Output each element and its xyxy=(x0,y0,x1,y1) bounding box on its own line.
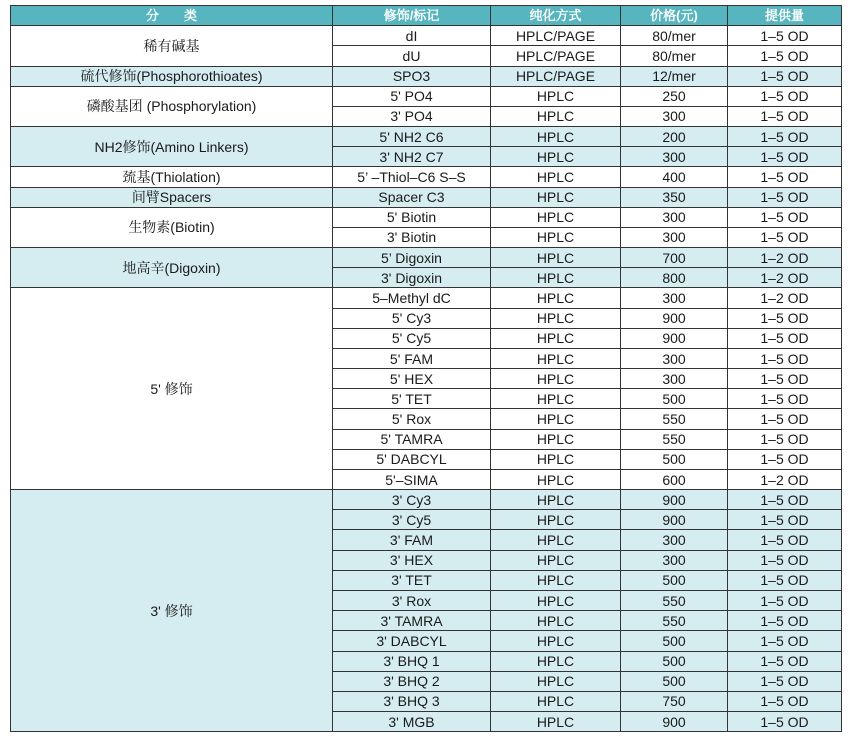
price-cell: 550 xyxy=(621,409,728,429)
amount-cell: 1–5 OD xyxy=(728,348,842,368)
purification-cell: HPLC/PAGE xyxy=(491,46,621,66)
modification-cell: 5' TAMRA xyxy=(333,429,491,449)
amount-cell: 1–5 OD xyxy=(728,631,842,651)
price-cell: 300 xyxy=(621,369,728,389)
price-cell: 300 xyxy=(621,530,728,550)
purification-cell: HPLC xyxy=(491,167,621,187)
amount-cell: 1–5 OD xyxy=(728,46,842,66)
price-cell: 900 xyxy=(621,712,728,732)
purification-cell: HPLC xyxy=(491,449,621,469)
modification-cell: 3' TAMRA xyxy=(333,611,491,631)
amount-cell: 1–2 OD xyxy=(728,288,842,308)
price-cell: 350 xyxy=(621,187,728,207)
modification-cell: 3' Cy3 xyxy=(333,490,491,510)
price-cell: 550 xyxy=(621,429,728,449)
price-cell: 500 xyxy=(621,651,728,671)
amount-cell: 1–5 OD xyxy=(728,429,842,449)
amount-cell: 1–5 OD xyxy=(728,106,842,126)
purification-cell: HPLC/PAGE xyxy=(491,26,621,46)
price-table xyxy=(10,5,842,732)
purification-cell: HPLC xyxy=(491,691,621,711)
amount-cell: 1–5 OD xyxy=(728,308,842,328)
price-cell: 300 xyxy=(621,207,728,227)
price-cell: 500 xyxy=(621,671,728,691)
category-cell: 磷酸基团 (Phosphorylation) xyxy=(11,86,333,126)
price-cell: 900 xyxy=(621,490,728,510)
amount-cell: 1–5 OD xyxy=(728,207,842,227)
table-row xyxy=(11,288,842,308)
category-cell: 巯基(Thiolation) xyxy=(11,167,333,187)
modification-cell: 3' PO4 xyxy=(333,106,491,126)
amount-cell: 1–5 OD xyxy=(728,691,842,711)
price-cell: 300 xyxy=(621,550,728,570)
table-row xyxy=(11,248,842,268)
purification-cell: HPLC xyxy=(491,248,621,268)
purification-cell: HPLC xyxy=(491,550,621,570)
modification-cell: dI xyxy=(333,26,491,46)
purification-cell: HPLC/PAGE xyxy=(491,66,621,86)
amount-cell: 1–5 OD xyxy=(728,510,842,530)
purification-cell: HPLC xyxy=(491,147,621,167)
modification-cell: 5' Cy3 xyxy=(333,308,491,328)
purification-cell: HPLC xyxy=(491,328,621,348)
modification-cell: 3' NH2 C7 xyxy=(333,147,491,167)
price-cell: 400 xyxy=(621,167,728,187)
category-cell: 硫代修饰(Phosphorothioates) xyxy=(11,66,333,86)
amount-cell: 1–5 OD xyxy=(728,86,842,106)
price-cell: 300 xyxy=(621,288,728,308)
price-cell: 500 xyxy=(621,389,728,409)
table-header-row xyxy=(11,6,842,26)
category-cell: 地高辛(Digoxin) xyxy=(11,248,333,288)
price-cell: 300 xyxy=(621,348,728,368)
purification-cell: HPLC xyxy=(491,490,621,510)
table-row xyxy=(11,26,842,46)
table-row xyxy=(11,207,842,227)
modification-cell: 5' Biotin xyxy=(333,207,491,227)
amount-cell: 1–2 OD xyxy=(728,469,842,489)
purification-cell: HPLC xyxy=(491,590,621,610)
purification-cell: HPLC xyxy=(491,187,621,207)
modification-cell: 5' FAM xyxy=(333,348,491,368)
modification-cell: 5' Cy5 xyxy=(333,328,491,348)
modification-cell: 3' HEX xyxy=(333,550,491,570)
modification-cell: 3' Cy5 xyxy=(333,510,491,530)
amount-cell: 1–5 OD xyxy=(728,369,842,389)
amount-cell: 1–5 OD xyxy=(728,590,842,610)
modification-cell: 5' DABCYL xyxy=(333,449,491,469)
modification-cell: Spacer C3 xyxy=(333,187,491,207)
purification-cell: HPLC xyxy=(491,429,621,449)
purification-cell: HPLC xyxy=(491,348,621,368)
table-row xyxy=(11,66,842,86)
amount-cell: 1–5 OD xyxy=(728,409,842,429)
price-cell: 300 xyxy=(621,147,728,167)
price-cell: 80/mer xyxy=(621,46,728,66)
category-cell: 生物素(Biotin) xyxy=(11,207,333,247)
amount-cell: 1–5 OD xyxy=(728,328,842,348)
purification-cell: HPLC xyxy=(491,469,621,489)
table-row xyxy=(11,187,842,207)
price-cell: 600 xyxy=(621,469,728,489)
price-cell: 300 xyxy=(621,227,728,247)
price-cell: 900 xyxy=(621,308,728,328)
modification-cell: 3' BHQ 3 xyxy=(333,691,491,711)
table-row xyxy=(11,490,842,510)
modification-cell: 3' BHQ 2 xyxy=(333,671,491,691)
amount-cell: 1–5 OD xyxy=(728,712,842,732)
modification-cell: 5' HEX xyxy=(333,369,491,389)
amount-cell: 1–5 OD xyxy=(728,671,842,691)
modification-cell: 5' NH2 C6 xyxy=(333,127,491,147)
header-modification: 修饰/标记 xyxy=(333,6,491,26)
purification-cell: HPLC xyxy=(491,389,621,409)
purification-cell: HPLC xyxy=(491,510,621,530)
purification-cell: HPLC xyxy=(491,127,621,147)
purification-cell: HPLC xyxy=(491,611,621,631)
purification-cell: HPLC xyxy=(491,369,621,389)
price-cell: 500 xyxy=(621,631,728,651)
category-cell: 3' 修饰 xyxy=(11,490,333,732)
purification-cell: HPLC xyxy=(491,106,621,126)
price-cell: 12/mer xyxy=(621,66,728,86)
modification-cell: 5' Rox xyxy=(333,409,491,429)
modification-cell: 3' TET xyxy=(333,570,491,590)
amount-cell: 1–5 OD xyxy=(728,611,842,631)
purification-cell: HPLC xyxy=(491,207,621,227)
amount-cell: 1–5 OD xyxy=(728,550,842,570)
modification-cell: 3' DABCYL xyxy=(333,631,491,651)
category-cell: 5' 修饰 xyxy=(11,288,333,490)
modification-cell: 3' Rox xyxy=(333,590,491,610)
table-row xyxy=(11,127,842,147)
purification-cell: HPLC xyxy=(491,227,621,247)
amount-cell: 1–5 OD xyxy=(728,389,842,409)
modification-cell: 3' Digoxin xyxy=(333,268,491,288)
modification-cell: 3' MGB xyxy=(333,712,491,732)
amount-cell: 1–5 OD xyxy=(728,227,842,247)
modification-cell: dU xyxy=(333,46,491,66)
price-cell: 500 xyxy=(621,570,728,590)
amount-cell: 1–5 OD xyxy=(728,187,842,207)
price-cell: 550 xyxy=(621,611,728,631)
header-price: 价格(元) xyxy=(621,6,728,26)
purification-cell: HPLC xyxy=(491,86,621,106)
amount-cell: 1–5 OD xyxy=(728,651,842,671)
header-category: 分 类 xyxy=(11,6,333,26)
header-amount: 提供量 xyxy=(728,6,842,26)
purification-cell: HPLC xyxy=(491,288,621,308)
amount-cell: 1–5 OD xyxy=(728,127,842,147)
price-cell: 700 xyxy=(621,248,728,268)
purification-cell: HPLC xyxy=(491,671,621,691)
modification-cell: SPO3 xyxy=(333,66,491,86)
category-cell: NH2修饰(Amino Linkers) xyxy=(11,127,333,167)
amount-cell: 1–5 OD xyxy=(728,490,842,510)
price-cell: 250 xyxy=(621,86,728,106)
amount-cell: 1–5 OD xyxy=(728,26,842,46)
purification-cell: HPLC xyxy=(491,712,621,732)
modification-cell: 5'–SIMA xyxy=(333,469,491,489)
modification-cell: 5–Methyl dC xyxy=(333,288,491,308)
category-cell: 间臂Spacers xyxy=(11,187,333,207)
purification-cell: HPLC xyxy=(491,268,621,288)
price-cell: 300 xyxy=(621,106,728,126)
purification-cell: HPLC xyxy=(491,308,621,328)
price-cell: 200 xyxy=(621,127,728,147)
price-cell: 500 xyxy=(621,449,728,469)
amount-cell: 1–5 OD xyxy=(728,449,842,469)
purification-cell: HPLC xyxy=(491,530,621,550)
amount-cell: 1–5 OD xyxy=(728,570,842,590)
purification-cell: HPLC xyxy=(491,409,621,429)
amount-cell: 1–5 OD xyxy=(728,530,842,550)
purification-cell: HPLC xyxy=(491,651,621,671)
modification-cell: 3' Biotin xyxy=(333,227,491,247)
amount-cell: 1–5 OD xyxy=(728,66,842,86)
price-cell: 900 xyxy=(621,510,728,530)
modification-cell: 5' TET xyxy=(333,389,491,409)
amount-cell: 1–5 OD xyxy=(728,167,842,187)
price-cell: 900 xyxy=(621,328,728,348)
modification-cell: 5’ –Thiol–C6 S–S xyxy=(333,167,491,187)
modification-cell: 5’ Digoxin xyxy=(333,248,491,268)
table-row xyxy=(11,86,842,106)
category-cell: 稀有碱基 xyxy=(11,26,333,66)
price-cell: 750 xyxy=(621,691,728,711)
purification-cell: HPLC xyxy=(491,631,621,651)
purification-cell: HPLC xyxy=(491,570,621,590)
table-row xyxy=(11,167,842,187)
header-purification: 纯化方式 xyxy=(491,6,621,26)
amount-cell: 1–5 OD xyxy=(728,147,842,167)
price-cell: 800 xyxy=(621,268,728,288)
modification-cell: 5' PO4 xyxy=(333,86,491,106)
price-cell: 80/mer xyxy=(621,26,728,46)
amount-cell: 1–2 OD xyxy=(728,248,842,268)
amount-cell: 1–2 OD xyxy=(728,268,842,288)
modification-cell: 3' FAM xyxy=(333,530,491,550)
modification-cell: 3' BHQ 1 xyxy=(333,651,491,671)
price-cell: 550 xyxy=(621,590,728,610)
